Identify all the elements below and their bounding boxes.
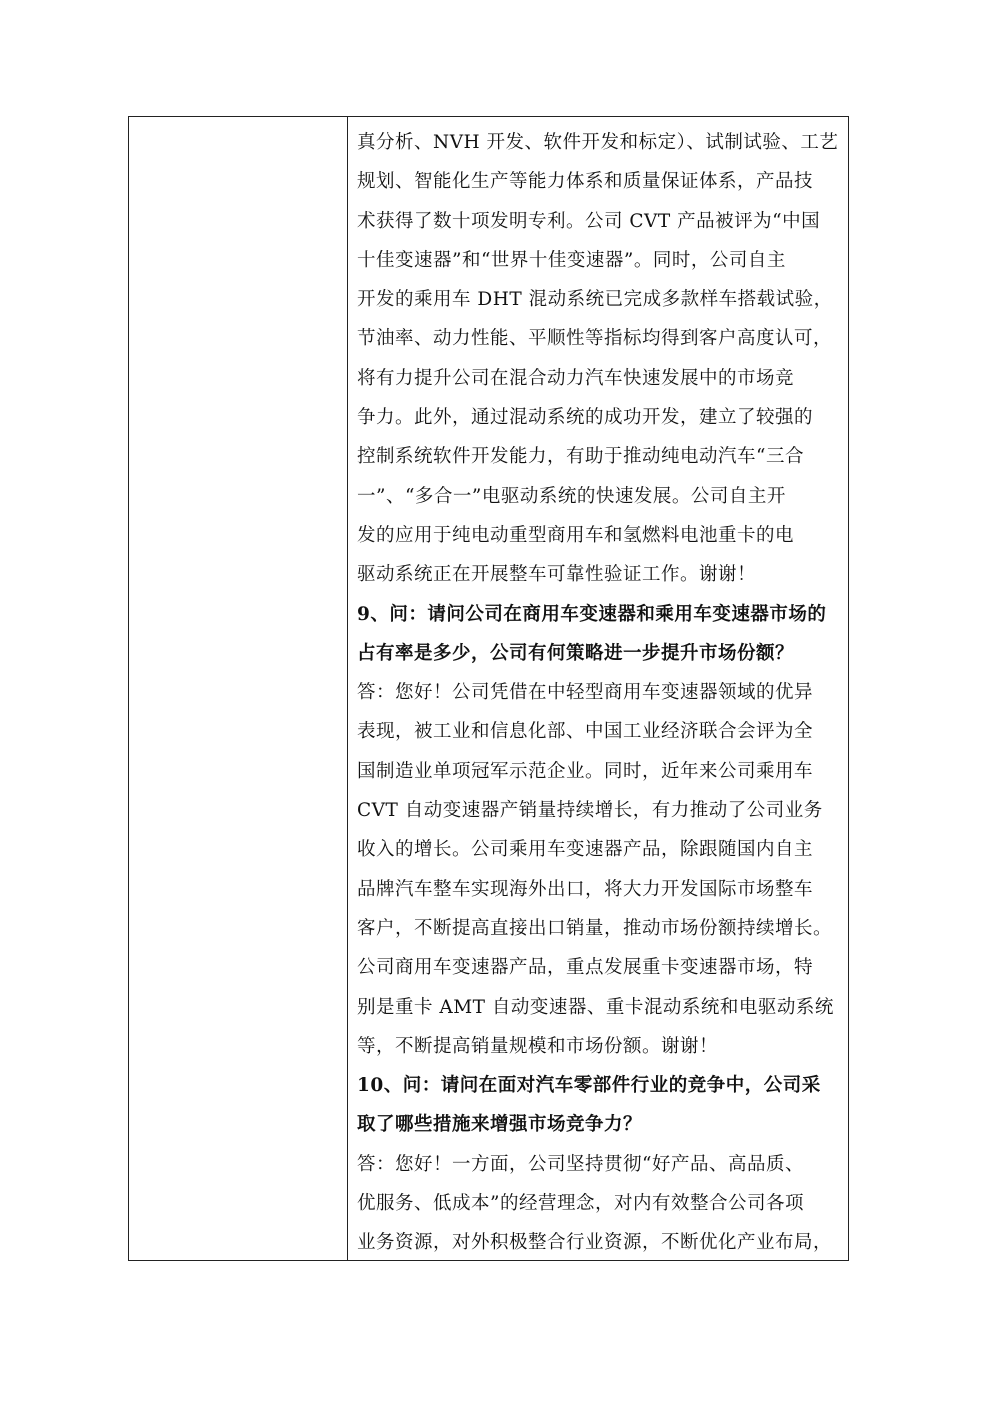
text-line: 业务资源，对外积极整合行业资源，不断优化产业布局，	[357, 1232, 833, 1254]
question-line: 占有率是多少，公司有何策略进一步提升市场份额？	[357, 642, 795, 664]
text-line: 国制造业单项冠军示范企业。同时，近年来公司乘用车	[357, 760, 814, 782]
text-line: 一”、“多合一”电驱动系统的快速发展。公司自主开	[357, 485, 786, 507]
qa-table	[128, 116, 849, 1261]
text-line: 争力。此外，通过混动系统的成功开发，建立了较强的	[357, 407, 814, 429]
table-left-cell	[129, 117, 347, 1260]
question-line: 9、问：请问公司在商用车变速器和乘用车变速器市场的	[357, 603, 827, 625]
column-divider	[347, 117, 348, 1260]
question-line: 10、问：请问在面对汽车零部件行业的竞争中，公司采	[357, 1075, 821, 1097]
text-line: 节油率、动力性能、平顺性等指标均得到客户高度认可，	[357, 328, 833, 350]
text-line: 术获得了数十项发明专利。公司 CVT 产品被评为“中国	[357, 210, 821, 232]
text-line: 规划、智能化生产等能力体系和质量保证体系，产品技	[357, 171, 814, 193]
text-line: 开发的乘用车 DHT 混动系统已完成多款样车搭载试验，	[357, 289, 833, 311]
text-line: 等，不断提高销量规模和市场份额。谢谢！	[357, 1035, 719, 1057]
text-line: 十佳变速器”和“世界十佳变速器”。同时，公司自主	[357, 249, 786, 271]
text-line: 优服务、低成本”的经营理念，对内有效整合公司各项	[357, 1193, 804, 1215]
text-line: 客户，不断提高直接出口销量，推动市场份额持续增长。	[357, 917, 833, 939]
text-line: 公司商用车变速器产品，重点发展重卡变速器市场，特	[357, 957, 814, 979]
text-line: 品牌汽车整车实现海外出口，将大力开发国际市场整车	[357, 878, 814, 900]
text-line: 真分析、NVH 开发、软件开发和标定）、试制试验、工艺	[357, 132, 838, 153]
text-line: 控制系统软件开发能力，有助于推动纯电动汽车“三合	[357, 446, 804, 468]
text-line: 将有力提升公司在混合动力汽车快速发展中的市场竞	[357, 367, 795, 389]
table-content-cell	[357, 123, 838, 1260]
text-line: 收入的增长。公司乘用车变速器产品，除跟随国内自主	[357, 839, 814, 861]
text-line: 别是重卡 AMT 自动变速器、重卡混动系统和电驱动系统	[357, 996, 834, 1018]
text-line: CVT 自动变速器产销量持续增长，有力推动了公司业务	[357, 800, 823, 822]
text-line: 驱动系统正在开展整车可靠性验证工作。谢谢！	[357, 564, 757, 586]
text-line: 答：您好！一方面，公司坚持贯彻“好产品、高品质、	[357, 1153, 804, 1175]
text-line: 表现，被工业和信息化部、中国工业经济联合会评为全	[357, 721, 814, 743]
text-line: 答：您好！公司凭借在中轻型商用车变速器领域的优异	[357, 682, 814, 704]
text-line: 发的应用于纯电动重型商用车和氢燃料电池重卡的电	[357, 524, 795, 546]
question-line: 取了哪些措施来增强市场竞争力？	[357, 1114, 643, 1136]
